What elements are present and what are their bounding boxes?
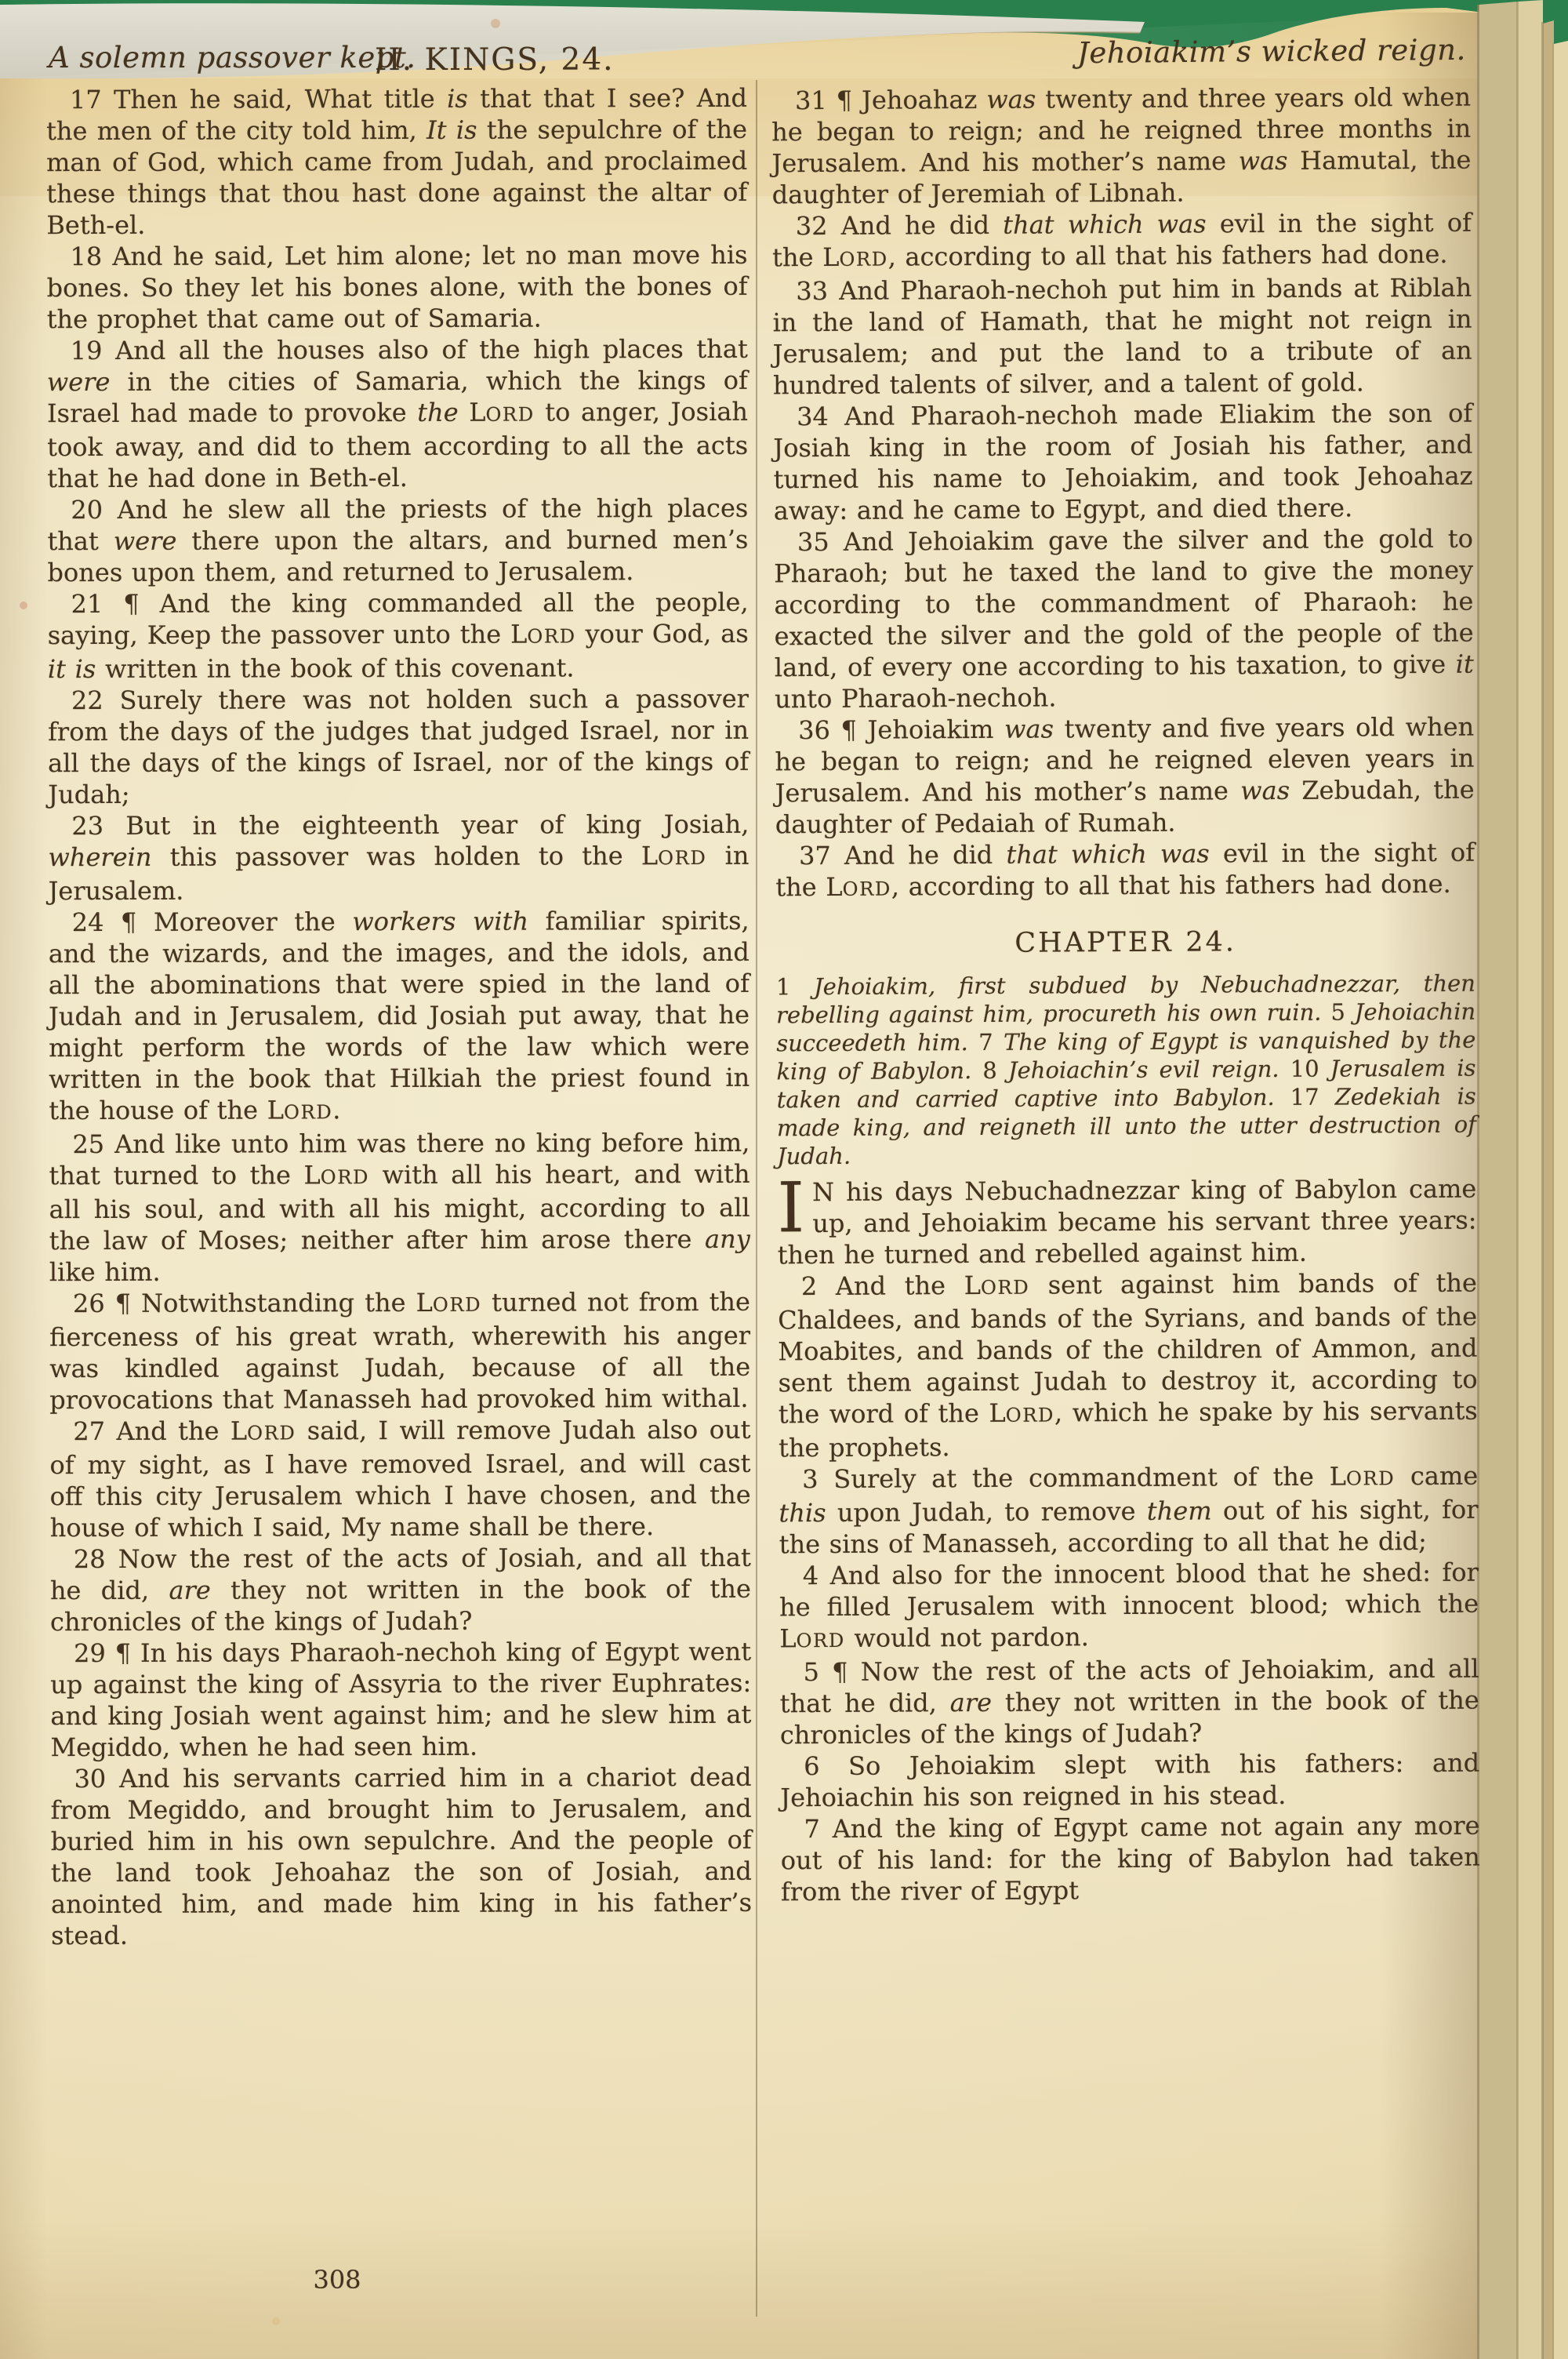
verse: 25 And like unto him was there no king before him, that turned to the LORD with all his heart, and with all his soul, and with all his might, according to all the law of Moses; neither after him arose there any like him. <box>49 1127 750 1288</box>
drop-cap: I <box>777 1167 805 1249</box>
verse: 27 And the LORD said, I will remove Judah also out of my sight, as I have removed Israel, and will cast off this city Jerusalem which I have chosen, and the house of which I said, My name shall be there. <box>49 1414 751 1543</box>
verse: 22 Surely there was not holden such a passover from the days of the judges that judged Israel, nor in all the days of the kings of Israel, nor of the kings of Judah; <box>47 683 750 810</box>
column-divider-rule <box>756 80 757 2317</box>
verse: 32 And he did that which was evil in the sight of the LORD, according to all that his fathers had done. <box>771 207 1472 273</box>
verse: 23 But in the eighteenth year of king Josiah, wherein this passover was holden to the LORD in Jerusalem. <box>48 809 750 907</box>
verse: 28 Now the rest of the acts of Josiah, and all that he did, are they not written in the book of the chronicles of the kings of Judah? <box>49 1542 751 1637</box>
verse: 24 ¶ Moreover the workers with familiar spirits, and the wizards, and the images, and the idols, and all the abominations that were spied in the land of Judah and in Jerusalem, did Josiah put away, that he might perform the words of the law which were written in the book that Hilkiah the priest found in the house of the LORD. <box>48 905 750 1126</box>
verse: 36 ¶ Jehoiakim was twenty and five years old when he began to reign; and he reigned eleven years in Jerusalem. And his mother’s name was Zebudah, the daughter of Pedaiah of Rumah. <box>775 711 1475 840</box>
verse-list-kings24 <box>777 1167 1480 1908</box>
verse: 20 And he slew all the priests of the high places that were there upon the altars, and burned men’s bones upon them, and returned to Jerusalem. <box>47 493 749 588</box>
verse: 18 And he said, Let him alone; let no man move his bones. So they let his bones alone, with the bones of the prophet that came out of Samaria. <box>46 239 748 335</box>
verse: 19 And all the houses also of the high places that were in the cities of Samaria, which the kings of Israel had made to provoke the LORD to anger, Josiah took away, and did to them according to all the acts that he had done in Beth-el. <box>46 333 749 494</box>
verse: 2 And the LORD sent against him bands of the Chaldees, and bands of the Syrians, and bands of the Moabites, and bands of the children of Ammon, and sent them against Judah to destroy it, according to the word of the LORD, which he spake by his servants the prophets. <box>778 1267 1478 1463</box>
right-text-column <box>771 82 1480 1908</box>
verse: 34 And Pharaoh-nechoh made Eliakim the son of Josiah king in the room of Josiah his father, and turned his name to Jehoiakim, and took Jehoahaz away: and he came to Egypt, and died there. <box>773 398 1473 526</box>
verse: 29 ¶ In his days Pharaoh-nechoh king of Egypt went up against the king of Assyria to the river Euphrates: and king Josiah went against him; and he slew him at Megiddo, when he had seen him. <box>50 1636 752 1763</box>
verse: 33 And Pharaoh-nechoh put him in bands at Riblah in the land of Hamath, that he might not reign in Jerusalem; and put the land to a tribute of an hundred talents of silver, and a talent of gold. <box>772 272 1472 401</box>
verse: 37 And he did that which was evil in the sight of the LORD, according to all that his fathers had done. <box>775 837 1475 903</box>
verse: 3 Surely at the commandment of the LORD came this upon Judah, to remove them out of his sight, for the sins of Manasseh, according to all that he did; <box>779 1460 1479 1560</box>
verse: 21 ¶ And the king commanded all the people, saying, Keep the passover unto the LORD your God, as it is written in the book of this covenant. <box>47 587 749 685</box>
running-head-right: Jehoiakim’s wicked reign. <box>1077 32 1467 71</box>
chapter-summary: 1 Jehoiakim, first subdued by Nebuchadnezzar, then rebelling against him, procureth his own ruin. 5 Jehoiachin succeedeth him. 7 The king of Egypt is vanquished by the king of Babylon. 8 Jehoiachin’s evil reign. 10 Jerusalem is taken and carried captive into Babylon. 17 Zedekiah is made king, and reigneth ill unto the utter destruction of Judah. <box>775 969 1476 1170</box>
chapter-heading: CHAPTER 24. <box>1014 926 1237 959</box>
verse: 6 So Jehoiakim slept with his fathers: and Jehoiachin his son reigned in his stead. <box>780 1747 1480 1813</box>
page-number: 308 <box>313 2265 361 2295</box>
running-head-left: A solemn passover kept. <box>49 41 416 75</box>
verse: 35 And Jehoiakim gave the silver and the gold to Pharaoh; but he taxed the land to give the money according to the commandment of Pharaoh: he exacted the silver and the gold of the people of the land, of every one according to his taxation, to give it unto Pharaoh-nechoh. <box>774 523 1474 714</box>
verse: 5 ¶ Now the rest of the acts of Jehoiakim, and all that he did, are they not written in the book of the chronicles of the kings of Judah? <box>779 1653 1479 1750</box>
verse: I N his days Nebuchadnezzar king of Babylon came up, and Jehoiakim became his servant three years: then he turned and rebelled against him. <box>777 1167 1477 1270</box>
left-text-column <box>46 82 752 1951</box>
verse: 30 And his servants carried him in a chariot dead from Megiddo, and brought him to Jerusalem, and buried him in his own sepulchre. And the people of the land took Jehoahaz the son of Josiah, and anointed him, and made him king in his father’s stead. <box>50 1761 753 1951</box>
verse: 17 Then he said, What title is that that I see? And the men of the city told him, It is the sepulchre of the man of God, which came from Judah, and proclaimed these things that thou hast done against the altar of Beth-el. <box>45 82 748 241</box>
verse: 26 ¶ Notwithstanding the LORD turned not from the fierceness of his great wrath, wherewith his anger was kindled against Judah, because of all the provocations that Manasseh had provoked him withal. <box>49 1286 751 1416</box>
verse: 31 ¶ Jehoahaz was twenty and three years old when he began to reign; and he reigned three months in Jerusalem. And his mother’s name was Hamutal, the daughter of Jeremiah of Libnah. <box>771 82 1472 210</box>
running-head-center: II. KINGS, 24. <box>375 42 615 78</box>
verse: 4 And also for the innocent blood that he shed: for he filled Jerusalem with innocent blood; which the LORD would not pardon. <box>779 1557 1479 1654</box>
verse: 7 And the king of Egypt came not again any more out of his land: for the king of Babylon had taken from the river of Egypt <box>780 1810 1480 1907</box>
verse-list-kings23 <box>771 82 1475 906</box>
